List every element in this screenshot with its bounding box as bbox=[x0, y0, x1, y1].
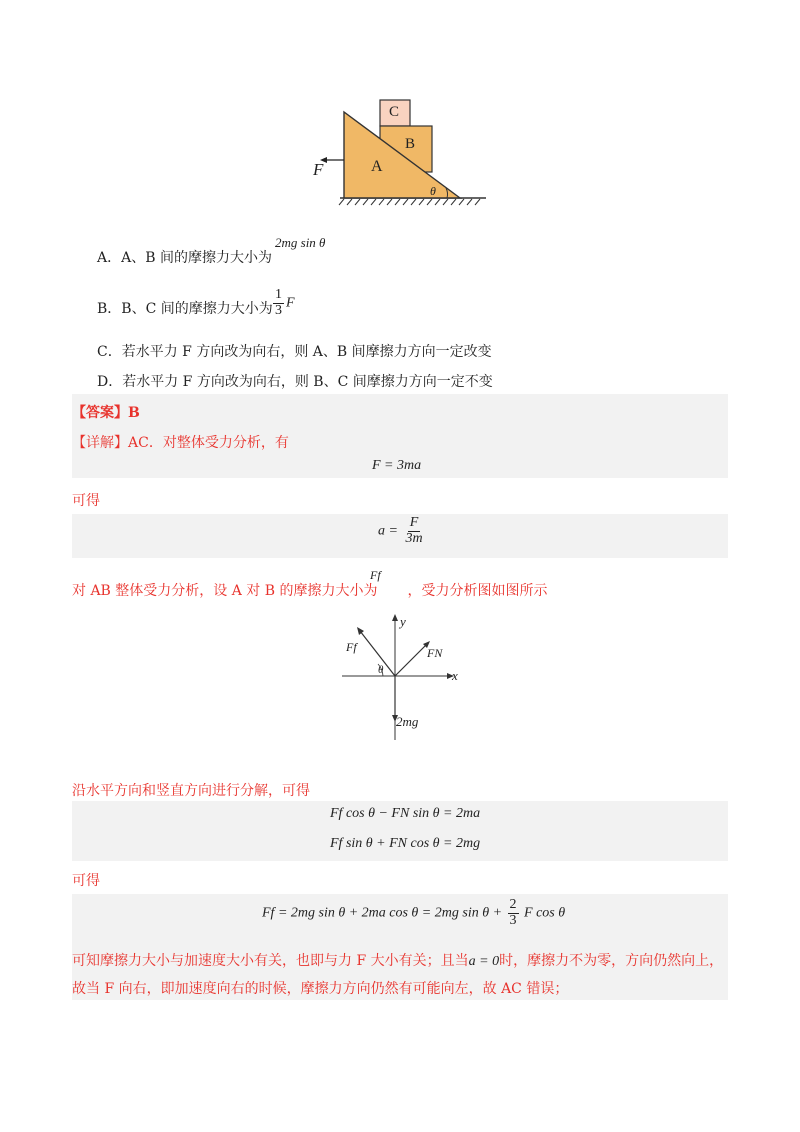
equation-ff: Ff = 2mg sin θ + 2ma cos θ = 2mg sin θ + $\frac{2}{3}$ F cos θ bbox=[262, 897, 566, 928]
option-a-math: 2mg sin θ bbox=[275, 235, 326, 250]
axis-x-label: x bbox=[452, 668, 458, 683]
answer-label: 【答案】B bbox=[72, 405, 140, 421]
kede-1: 可得 bbox=[72, 493, 100, 509]
wedge-figure bbox=[300, 92, 500, 217]
force-fn-label: FN bbox=[427, 646, 443, 660]
equation-a: a = $\frac{F}{3m}$ bbox=[378, 515, 423, 546]
option-b: B．B、C 间的摩擦力大小为 bbox=[97, 301, 273, 317]
axis-y-label: y bbox=[400, 614, 406, 629]
equation-horizontal: Ff cos θ − FN sin θ = 2ma bbox=[330, 806, 481, 821]
equation-vertical: Ff sin θ + FN cos θ = 2mg bbox=[330, 836, 481, 851]
force-mg-label: 2mg bbox=[396, 714, 419, 729]
conclusion-line-2: 故当 F 向右，即加速度向右的时候，摩擦力方向仍然有可能向左，故 AC 错误； bbox=[72, 981, 569, 997]
angle-theta-label: θ bbox=[378, 664, 384, 676]
detail-intro: 【详解】AC．对整体受力分析，有 bbox=[72, 435, 289, 451]
option-b-math: $\frac{1}{3}$ F bbox=[275, 287, 295, 318]
label-theta: θ bbox=[430, 184, 436, 198]
conclusion-line-1: 可知摩擦力大小与加速度大小有关，也即与力 F 大小有关；且当a = 0时，摩擦力不为零，方向仍然向上， bbox=[72, 953, 724, 969]
option-d: D．若水平力 F 方向改为向右，则 B、C 间摩擦力方向一定不变 bbox=[97, 374, 493, 390]
label-b: B bbox=[405, 136, 416, 152]
force-ff-label: Ff bbox=[346, 640, 357, 654]
fraction-one-third: $\frac{1}{3}$ bbox=[275, 287, 282, 318]
ab-analysis-text: 对 AB 整体受力分析，设 A 对 B 的摩擦力大小为 ，受力分析图如图所示 bbox=[72, 583, 548, 599]
kede-2: 可得 bbox=[72, 873, 100, 889]
ab-symbol-ff: Ff bbox=[370, 568, 381, 582]
equation-f-3ma: F = 3ma bbox=[372, 458, 422, 473]
option-a: A．A、B 间的摩擦力大小为 bbox=[97, 250, 272, 266]
option-c: C．若水平力 F 方向改为向右，则 A、B 间摩擦力方向一定改变 bbox=[97, 344, 492, 360]
label-f: F bbox=[313, 160, 324, 179]
label-a: A bbox=[371, 158, 383, 175]
decomposition-text: 沿水平方向和竖直方向进行分解，可得 bbox=[72, 783, 310, 799]
label-c: C bbox=[389, 104, 400, 120]
